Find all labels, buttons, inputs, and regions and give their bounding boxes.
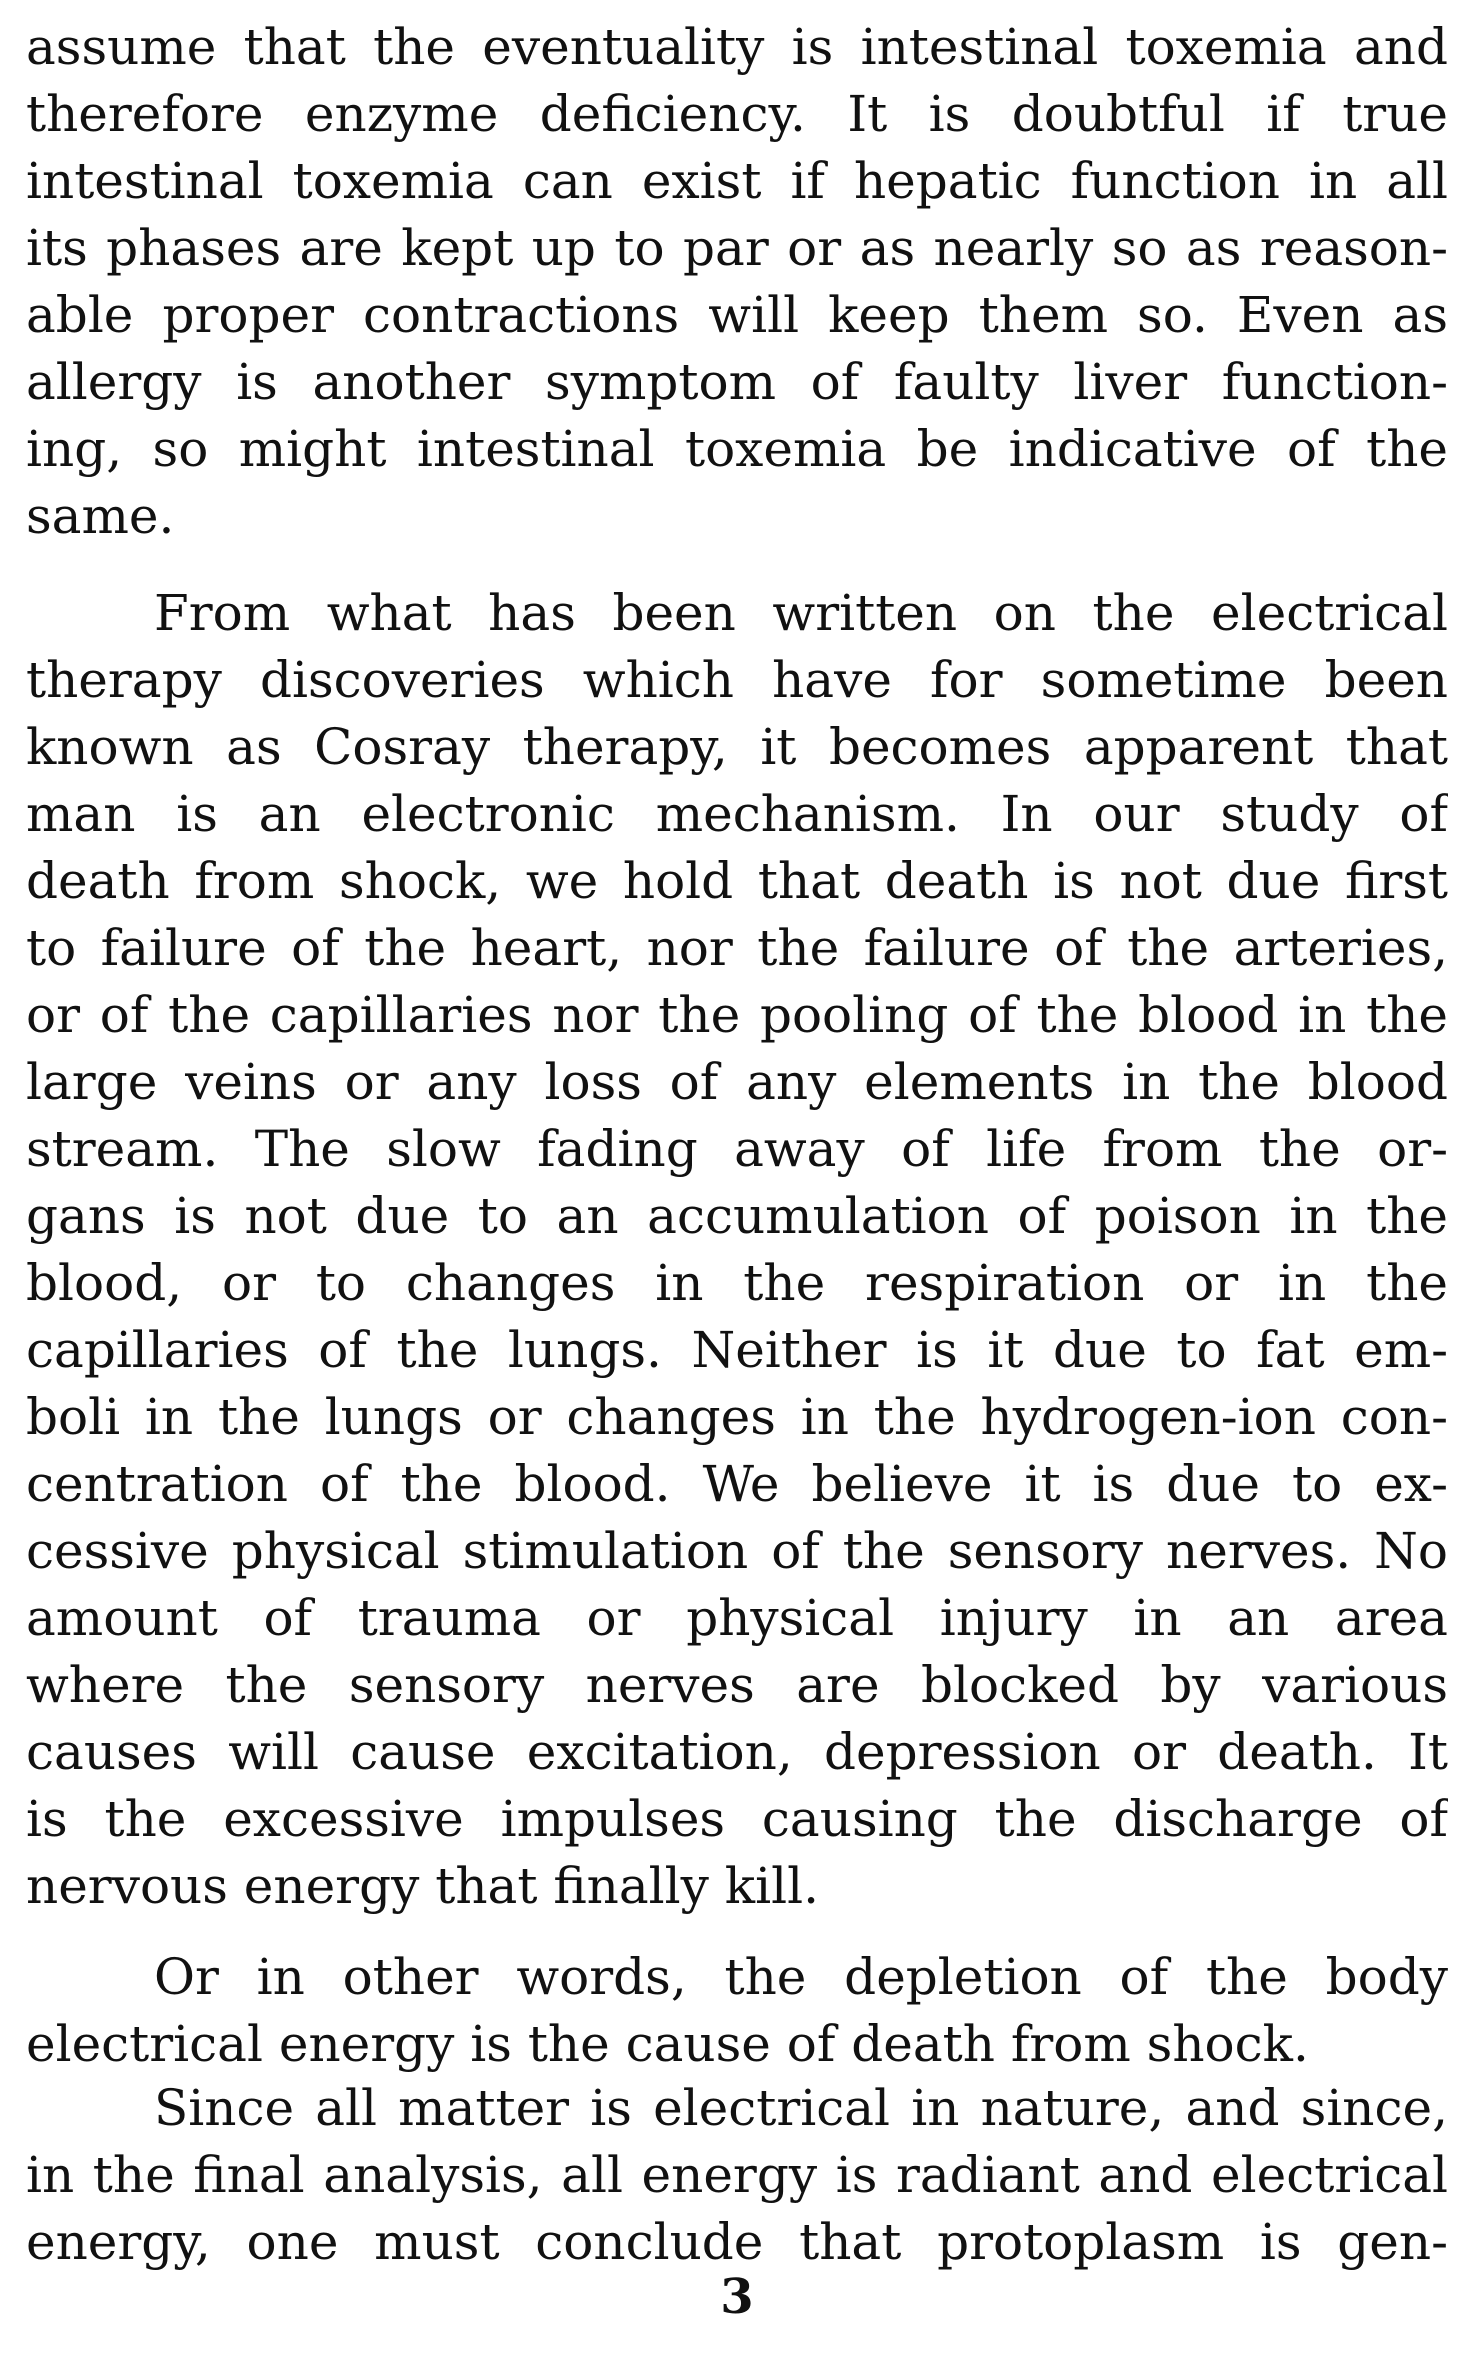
text-line: or of the capillaries nor the pooling of the blood in the bbox=[26, 986, 1448, 1044]
text-line: energy, one must conclude that protoplasm is gen- bbox=[26, 2213, 1448, 2271]
text-line: in the final analysis, all energy is radiant and electrical bbox=[26, 2146, 1448, 2204]
text-line: intestinal toxemia can exist if hepatic function in all bbox=[26, 152, 1448, 210]
paragraph-4 bbox=[26, 2075, 1448, 2276]
text-line: assume that the eventuality is intestinal toxemia and bbox=[26, 18, 1448, 76]
text-line: capillaries of the lungs. Neither is it due to fat em- bbox=[26, 1321, 1448, 1379]
text-line: Or in other words, the depletion of the body bbox=[154, 1948, 1448, 2006]
text-line: therapy discoveries which have for sometime been bbox=[26, 651, 1448, 709]
text-line: boli in the lungs or changes in the hydrogen-ion con- bbox=[26, 1388, 1448, 1446]
paragraph-1 bbox=[26, 14, 1448, 550]
text-line: ing, so might intestinal toxemia be indicative of the bbox=[26, 420, 1448, 478]
document-page bbox=[26, 14, 1448, 2364]
text-line: able proper contractions will keep them so. Even as bbox=[26, 286, 1448, 344]
text-line: electrical energy is the cause of death from shock. bbox=[26, 2015, 1309, 2073]
text-line: allergy is another symptom of faulty liver function- bbox=[26, 353, 1448, 411]
text-line: stream. The slow fading away of life from the or- bbox=[26, 1120, 1448, 1178]
text-line: man is an electronic mechanism. In our study of bbox=[26, 785, 1448, 843]
text-line: large veins or any loss of any elements in the blood bbox=[26, 1053, 1448, 1111]
page-number: 3 bbox=[720, 2269, 754, 2325]
paragraph-2 bbox=[26, 580, 1448, 1920]
text-line: cessive physical stimulation of the sensory nerves. No bbox=[26, 1522, 1448, 1580]
text-line: its phases are kept up to par or as nearly so as reason- bbox=[26, 219, 1448, 277]
text-line: where the sensory nerves are blocked by various bbox=[26, 1656, 1448, 1714]
text-line: therefore enzyme deficiency. It is doubtful if true bbox=[26, 85, 1448, 143]
text-line: is the excessive impulses causing the discharge of bbox=[26, 1790, 1448, 1848]
text-line: amount of trauma or physical injury in an area bbox=[26, 1589, 1448, 1647]
text-line: causes will cause excitation, depression or death. It bbox=[26, 1723, 1448, 1781]
text-line: death from shock, we hold that death is not due first bbox=[26, 852, 1448, 910]
text-line: blood, or to changes in the respiration or in the bbox=[26, 1254, 1448, 1312]
text-line: centration of the blood. We believe it is due to ex- bbox=[26, 1455, 1448, 1513]
text-line: to failure of the heart, nor the failure of the arteries, bbox=[26, 919, 1448, 977]
text-line: Since all matter is electrical in nature, and since, bbox=[154, 2079, 1448, 2137]
paragraph-3 bbox=[26, 1944, 1448, 2078]
text-line: known as Cosray therapy, it becomes apparent that bbox=[26, 718, 1448, 776]
text-line: gans is not due to an accumulation of poison in the bbox=[26, 1187, 1448, 1245]
text-line: same. bbox=[26, 487, 175, 545]
text-line: From what has been written on the electrical bbox=[154, 584, 1448, 642]
text-line: nervous energy that finally kill. bbox=[26, 1857, 819, 1915]
